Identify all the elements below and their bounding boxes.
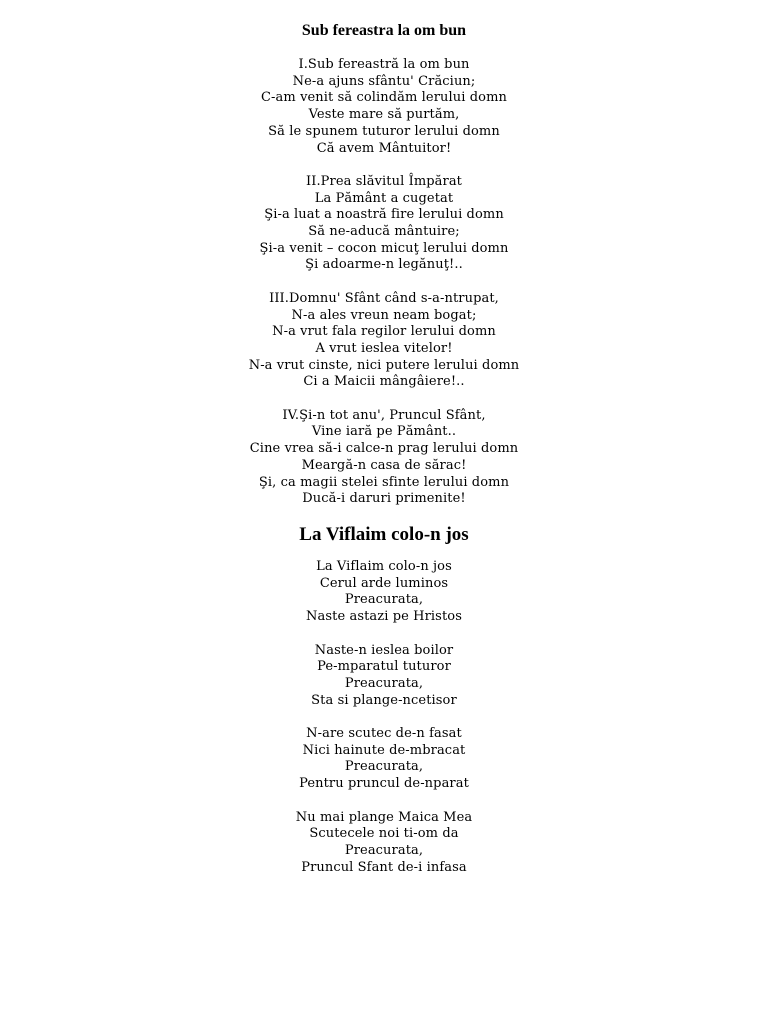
lyric-line: Meargă-n casa de sărac! xyxy=(301,457,467,473)
lyric-line: Preacurata, xyxy=(344,842,424,858)
lyric-line: N-a ales vreun neam bogat; xyxy=(291,307,477,323)
lyric-line: Preacurata, xyxy=(344,759,424,775)
lyric-line: N-a vrut fala regilor lerului domn xyxy=(272,324,496,340)
lyric-line: Să le spunem tuturor lerului domn xyxy=(268,123,500,139)
lyric-line: Să ne-aducă mântuire; xyxy=(308,224,460,240)
lyric-line: Că avem Mântuitor! xyxy=(316,140,452,156)
stanza-4 xyxy=(0,810,768,877)
lyric-line: Nici hainute de-mbracat xyxy=(302,742,466,758)
lyric-line: Şi-a luat a noastră fire lerului domn xyxy=(264,207,504,223)
lyric-line: Preacurata, xyxy=(344,592,424,608)
lyric-line: Cine vrea să-i calce-n prag lerului domn xyxy=(249,441,519,457)
lyric-line: C-am venit să colindăm lerului domn xyxy=(261,90,507,106)
stanza-1 xyxy=(0,57,768,157)
lyric-line: Veste mare să purtăm, xyxy=(308,107,460,123)
lyric-line: La Viflaim colo-n jos xyxy=(316,559,452,574)
stanza-3 xyxy=(0,291,768,391)
stanza-2 xyxy=(0,643,768,710)
lyric-line: Pruncul Sfant de-i infasa xyxy=(301,859,467,875)
lyric-line: Sta si plange-ncetisor xyxy=(311,692,457,708)
lyric-line: II.Prea slăvitul Împărat xyxy=(305,173,463,189)
lyric-line: Ci a Maicii mângâiere!.. xyxy=(303,374,465,390)
lyric-line: Naste-n ieslea boilor xyxy=(314,642,454,658)
lyric-line: N-a vrut cinste, nici putere lerului domn xyxy=(248,357,520,373)
lyric-line: Pentru pruncul de-nparat xyxy=(299,776,469,792)
song-sub-fereastra xyxy=(0,20,768,525)
lyric-line: Şi, ca magii stelei sfinte lerului domn xyxy=(258,474,510,490)
lyric-line: Vine iară pe Pământ.. xyxy=(311,424,457,440)
lyric-line: Pe-mparatul tuturor xyxy=(317,659,451,675)
stanza-2 xyxy=(0,174,768,274)
lyric-line: Nu mai plange Maica Mea xyxy=(295,809,473,825)
lyric-line: Ducă-i daruri primenite! xyxy=(302,491,466,507)
lyric-line: Scutecele noi ti-om da xyxy=(309,826,459,842)
song-la-viflaim xyxy=(0,523,768,893)
lyric-line: Şi-a venit – cocon micuţ lerului domn xyxy=(259,240,509,256)
stanza-3 xyxy=(0,726,768,793)
lyric-line: A vrut ieslea vitelor! xyxy=(315,340,453,356)
lyric-line: I.Sub fereastră la om bun xyxy=(298,57,470,72)
song-title: Sub fereastra la om bun xyxy=(301,22,467,39)
stanza-4 xyxy=(0,408,768,508)
lyric-line: Cerul arde luminos xyxy=(319,575,449,591)
lyric-line: IV.Şi-n tot anu', Pruncul Sfânt, xyxy=(282,407,486,423)
stanza-1 xyxy=(0,559,768,626)
lyric-line: Preacurata, xyxy=(344,675,424,691)
lyric-line: Şi adoarme-n legănuţ!.. xyxy=(305,257,463,273)
lyric-line: Ne-a ajuns sfântu' Crăciun; xyxy=(292,73,476,89)
lyric-line: Naste astazi pe Hristos xyxy=(306,609,462,625)
lyric-line: N-are scutec de-n fasat xyxy=(306,726,462,741)
song-title: La Viflaim colo-n jos xyxy=(299,524,469,545)
lyric-line: La Pământ a cugetat xyxy=(314,190,454,206)
lyric-line: III.Domnu' Sfânt când s-a-ntrupat, xyxy=(269,290,499,306)
